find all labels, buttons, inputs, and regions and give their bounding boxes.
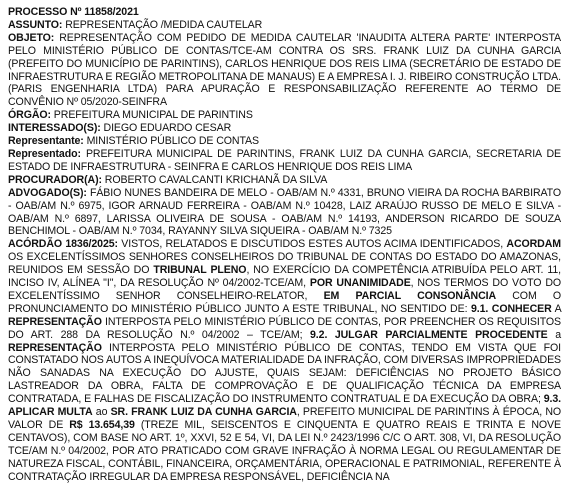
ruling-item-9-2: 9.2. JULGAR PARCIALMENTE PROCEDENTE [310, 328, 548, 341]
represented-paragraph [8, 148, 561, 174]
lawyers-text: FÁBIO NUNES BANDEIRA DE MELO - OAB/AM N.º 4331, BRUNO VIEIRA DA ROCHA BARBIRATO - OAB/AM N.º 6975, IGOR ARNAUD FERREIRA - OAB/AM N.º 10428, LAIZ ARAÚJO RUSSO DE MELO E SILVA - OAB/AM N.º 6897, LARISSA OLIVEIRA DE SOUSA - OAB/AM N.º 14193, ANDERSON RICARDO DE SOUZA BENCHIMOL - OAB/AM N.º 7034, RAYANNY SILVA SIQUEIRA - OAB/AM N.º 7325 [8, 186, 561, 238]
ruling-text-8: a [555, 328, 562, 341]
object-text: REPRESENTAÇÃO COM PEDIDO DE MEDIDA CAUTELAR 'INAUDITA ALTERA PARTE' INTERPOSTA PELO MINISTÉRIO PÚBLICO DE CONTAS/TCE-AM CONTRA OS SRS. FRANK LUIZ DA CUNHA GARCIA (PREFEITO DO MUNICÍPIO DE PARINTINS), CARLOS HENRIQUE DOS REIS LIMA (SECRETÁRIO DE ESTADO DE INFRAESTRUTURA E REGIÃO METROPOLITANA DE MANAUS) E A EMPRESA I. J. RIBEIRO CONSTRUÇÃO LTDA. (PARIS ENGENHARIA LTDA) PARA APURAÇÃO E RESPONSABILIZAÇÃO REFERENTE AO TERMO DE CONVÊNIO Nº 05/2020-SEINFRA [8, 31, 562, 109]
interested-line [8, 122, 561, 135]
ruling-tribunal-pleno: TRIBUNAL PLENO [153, 264, 247, 277]
ruling-fine-amount: R$ 13.654,39 [69, 419, 135, 431]
ruling-text-12: (TREZE MIL, SEISCENTOS E CINQUENTA E QUATRO REAIS E TRINTA E NOVE CENTAVOS), COM BASE NO ART. 1º, XXVI, 52 E 54, VI, DA LEI N.º 2423/1996 C/C O ART. 308, VI, DA RESOLUÇÃO TCE/AM N.º 04/2002, POR ATO PRATICADO COM GRAVE INFRAÇÃO À NORMA LEGAL OU REGULAMENTAR DE NATUREZA FISCAL, CONTÁBIL, FINANCEIRA, ORÇAMENTÁRIA, OPERACIONAL E PATRIMONIAL, REFERENTE À CONTRATAÇÃO IRREGULAR DA EMPRESA RESPONSÁVEL, DEFICIÊNCIA NA [8, 419, 561, 483]
ruling-unanimity: POR UNANIMIDADE [309, 277, 411, 290]
subject-line [8, 19, 561, 32]
attorney-label: PROCURADOR(A): [8, 173, 102, 186]
ruling-representation-2: REPRESENTAÇÃO [8, 341, 102, 354]
attorney-text: ROBERTO CAVALCANTI KRICHANÃ DA SILVA [104, 173, 328, 186]
ruling-text-6: A [554, 302, 561, 315]
ruling-text-5: COM O PRONUNCIAMENTO DO MINISTÉRIO PÚBLICO JUNTO A ESTE TRIBUNAL, NO SENTIDO DE: [8, 289, 562, 315]
process-line [8, 6, 561, 19]
ruling-text-7: INTERPOSTA PELO MINISTÉRIO PÚBLICO DE CONTAS, POR PREENCHER OS REQUISITOS DO ART. 288 DA RESOLUÇÃO N.º 04/2002 – TCE/AM; [8, 315, 561, 341]
representative-line [8, 135, 561, 148]
object-label: OBJETO: [8, 31, 55, 44]
organ-line [8, 109, 561, 122]
organ-text: PREFEITURA MUNICIPAL DE PARINTINS [53, 109, 253, 122]
subject-text: REPRESENTAÇÃO /MEDIDA CAUTELAR [65, 18, 263, 31]
attorney-line [8, 174, 561, 187]
organ-label: ÓRGÃO: [8, 109, 51, 122]
ruling-text-11: , PREFEITO MUNICIPAL DE PARINTINS À ÉPOCA, NO VALOR DE [8, 406, 562, 431]
interested-label: INTERESSADO(S): [8, 122, 101, 135]
subject-label: ASSUNTO: [8, 18, 63, 31]
ruling-text-10: ao [95, 406, 108, 419]
ruling-consonance: EM PARCIAL CONSONÂNCIA [323, 289, 497, 302]
representative-label: Representante: [8, 135, 84, 148]
ruling-text-3: , NO EXERCÍCIO DA COMPETÊNCIA ATRIBUÍDA PELO ART. 11, INCISO IV, ALÍNEA "I", DA RESOLUÇÃO Nº 04/2002-TCE/AM, [8, 264, 561, 290]
represented-label: Representado: [8, 147, 81, 160]
lawyers-paragraph [8, 187, 561, 239]
ruling-representation-1: REPRESENTAÇÃO [8, 315, 102, 328]
represented-text: PREFEITURA MUNICIPAL DE PARINTINS, FRANK LUIZ DA CUNHA GARCIA, SECRETARIA DE ESTADO DE INFRAESTRUTURA - SEINFRA E CARLOS HENRIQUE DOS REIS LIMA [8, 147, 561, 173]
ruling-text-9: INTERPOSTA PELO MINISTÉRIO PÚBLICO DE CONTAS, TENDO EM VISTA QUE FOI CONSTATADO NOS AUTOS A INEQUÍVOCA MATERIALIDADE DA INFRAÇÃO, COM DIVERSAS IMPROPRIEDADES NÃO SANADAS NA EXECUÇÃO DO AJUSTE, QUAIS SEJAM: DEFICIÊNCIAS NO PROJETO BÁSICO LASTREADOR DA OBRA, FALTA DE COMPROVAÇÃO E DE QUALIFICAÇÃO TÉCNICA DA EMPRESA CONTRATADA, E FALHAS DE FISCALIZAÇÃO DO INSTRUMENTO CONTRATUAL E DA EXECUÇÃO DA OBRA; [8, 341, 562, 406]
interested-text: DIEGO EDUARDO CESAR [103, 122, 232, 135]
process-number: 11858/2021 [84, 6, 139, 18]
ruling-label: ACÓRDÃO 1836/2025: [8, 238, 118, 251]
process-label: PROCESSO Nº [8, 6, 82, 18]
ruling-paragraph [8, 238, 561, 483]
ruling-item-9-3: 9.3. APLICAR MULTA [8, 393, 561, 419]
ruling-item-9-1: 9.1. CONHECER [470, 302, 552, 315]
ruling-text-2: OS EXCELENTÍSSIMOS SENHORES CONSELHEIROS DO TRIBUNAL DE CONTAS DO ESTADO DO AMAZONAS, REUNIDOS EM SESSÃO DO [8, 251, 561, 277]
ruling-acordam: ACORDAM [506, 238, 562, 251]
representative-text: MINISTÉRIO PÚBLICO DE CONTAS [86, 135, 259, 148]
ruling-text-4: , NOS TERMOS DO VOTO DO EXCELENTÍSSIMO SENHOR CONSELHEIRO-RELATOR, [8, 277, 562, 302]
lawyers-label: ADVOGADO(S): [8, 186, 87, 199]
ruling-text-1: VISTOS, RELATADOS E DISCUTIDOS ESTES AUTOS ACIMA IDENTIFICADOS, [121, 238, 504, 251]
ruling-fined-person: SR. FRANK LUIZ DA CUNHA GARCIA [110, 406, 297, 419]
object-paragraph [8, 32, 561, 109]
